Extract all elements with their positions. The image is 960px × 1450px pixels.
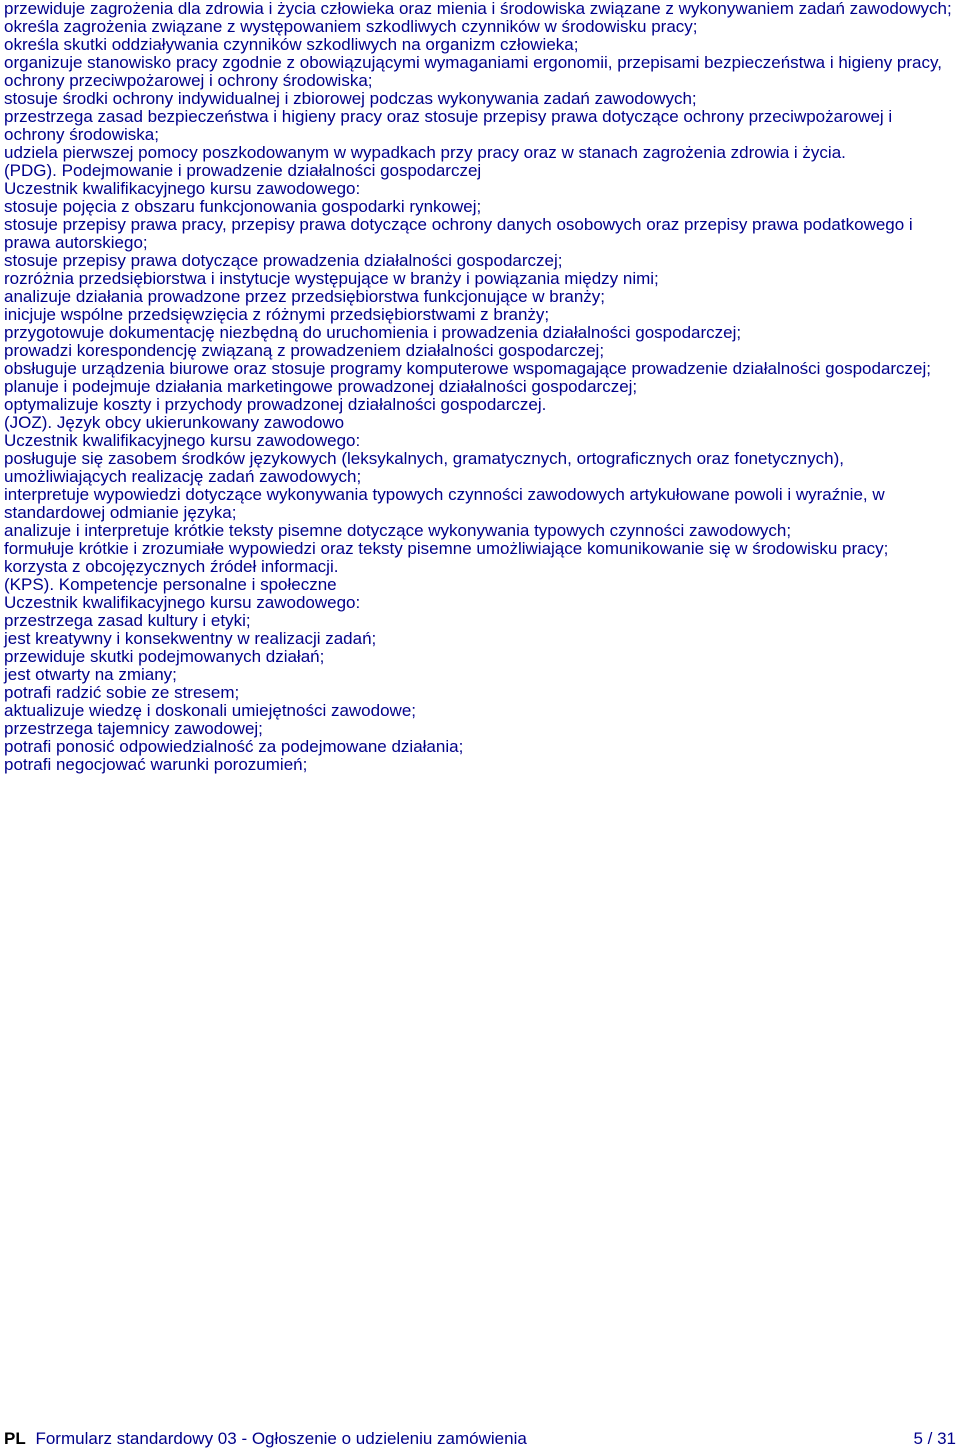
text-line: stosuje środki ochrony indywidualnej i zbiorowej podczas wykonywania zadań zawodowych; bbox=[4, 89, 697, 108]
text-line: przygotowuje dokumentację niezbędną do uruchomienia i prowadzenia działalności gospodarczej; bbox=[4, 323, 742, 342]
section-heading-joz: (JOZ). Język obcy ukierunkowany zawodowo bbox=[4, 413, 345, 432]
text-line: organizuje stanowisko pracy zgodnie z obowiązującymi wymaganiami ergonomii, przepisami bezpieczeństwa i higieny pracy, ochrony przeciwpożarowej i ochrony środowiska; bbox=[4, 53, 942, 90]
footer-language-code: PL bbox=[4, 1429, 26, 1448]
document-body bbox=[4, 0, 954, 774]
text-line: prowadzi korespondencję związaną z prowadzeniem działalności gospodarczej; bbox=[4, 341, 605, 360]
text-line: określa zagrożenia związane z występowaniem szkodliwych czynników w środowisku pracy; bbox=[4, 17, 698, 36]
text-line: analizuje i interpretuje krótkie teksty pisemne dotyczące wykonywania typowych czynności zawodowych; bbox=[4, 521, 792, 540]
text-line: formułuje krótkie i zrozumiałe wypowiedzi oraz teksty pisemne umożliwiające komunikowanie się w środowisku pracy; bbox=[4, 539, 889, 558]
text-line: aktualizuje wiedzę i doskonali umiejętności zawodowe; bbox=[4, 701, 417, 720]
text-line: stosuje pojęcia z obszaru funkcjonowania gospodarki rynkowej; bbox=[4, 197, 482, 216]
section-intro: Uczestnik kwalifikacyjnego kursu zawodowego: bbox=[4, 431, 361, 450]
text-line: stosuje przepisy prawa dotyczące prowadzenia działalności gospodarczej; bbox=[4, 251, 563, 270]
text-line: jest kreatywny i konsekwentny w realizacji zadań; bbox=[4, 629, 377, 648]
text-line: przestrzega tajemnicy zawodowej; bbox=[4, 719, 263, 738]
text-line: posługuje się zasobem środków językowych (leksykalnych, gramatycznych, ortograficznych oraz fonetycznych), umożliwiających realizację zadań zawodowych; bbox=[4, 449, 844, 486]
text-line: potrafi negocjować warunki porozumień; bbox=[4, 755, 308, 774]
page-footer bbox=[4, 1429, 956, 1449]
footer-page-number: 5 / 31 bbox=[913, 1429, 956, 1448]
text-line: przewiduje skutki podejmowanych działań; bbox=[4, 647, 325, 666]
text-line: rozróżnia przedsiębiorstwa i instytucje występujące w branży i powiązania między nimi; bbox=[4, 269, 659, 288]
text-line: udziela pierwszej pomocy poszkodowanym w wypadkach przy pracy oraz w stanach zagrożenia zdrowia i życia. bbox=[4, 143, 846, 162]
text-line: przewiduje zagrożenia dla zdrowia i życia człowieka oraz mienia i środowiska związane z wykonywaniem zadań zawodowych; bbox=[4, 0, 952, 18]
text-line: jest otwarty na zmiany; bbox=[4, 665, 177, 684]
text-line: stosuje przepisy prawa pracy, przepisy prawa dotyczące ochrony danych osobowych oraz przepisy prawa podatkowego i prawa autorskiego; bbox=[4, 215, 913, 252]
text-line: określa skutki oddziaływania czynników szkodliwych na organizm człowieka; bbox=[4, 35, 579, 54]
section-heading-pdg: (PDG). Podejmowanie i prowadzenie działalności gospodarczej bbox=[4, 161, 482, 180]
text-line: potrafi radzić sobie ze stresem; bbox=[4, 683, 240, 702]
section-intro: Uczestnik kwalifikacyjnego kursu zawodowego: bbox=[4, 179, 361, 198]
text-line: przestrzega zasad kultury i etyki; bbox=[4, 611, 251, 630]
text-line: obsługuje urządzenia biurowe oraz stosuje programy komputerowe wspomagające prowadzenie działalności gospodarczej; bbox=[4, 359, 932, 378]
section-heading-kps: (KPS). Kompetencje personalne i społeczne bbox=[4, 575, 337, 594]
text-line: potrafi ponosić odpowiedzialność za podejmowane działania; bbox=[4, 737, 464, 756]
footer-form-title: Formularz standardowy 03 - Ogłoszenie o udzieleniu zamówienia bbox=[35, 1429, 527, 1448]
text-line: inicjuje wspólne przedsięwzięcia z różnymi przedsiębiorstwami z branży; bbox=[4, 305, 550, 324]
section-intro: Uczestnik kwalifikacyjnego kursu zawodowego: bbox=[4, 593, 361, 612]
text-line: korzysta z obcojęzycznych źródeł informacji. bbox=[4, 557, 339, 576]
text-line: optymalizuje koszty i przychody prowadzonej działalności gospodarczej. bbox=[4, 395, 547, 414]
text-line: analizuje działania prowadzone przez przedsiębiorstwa funkcjonujące w branży; bbox=[4, 287, 606, 306]
text-line: planuje i podejmuje działania marketingowe prowadzonej działalności gospodarczej; bbox=[4, 377, 638, 396]
text-line: przestrzega zasad bezpieczeństwa i higieny pracy oraz stosuje przepisy prawa dotyczące ochrony przeciwpożarowej i ochrony środowiska; bbox=[4, 107, 893, 144]
text-line: interpretuje wypowiedzi dotyczące wykonywania typowych czynności zawodowych artykułowane powoli i wyraźnie, w standardowej odmianie języka; bbox=[4, 485, 885, 522]
